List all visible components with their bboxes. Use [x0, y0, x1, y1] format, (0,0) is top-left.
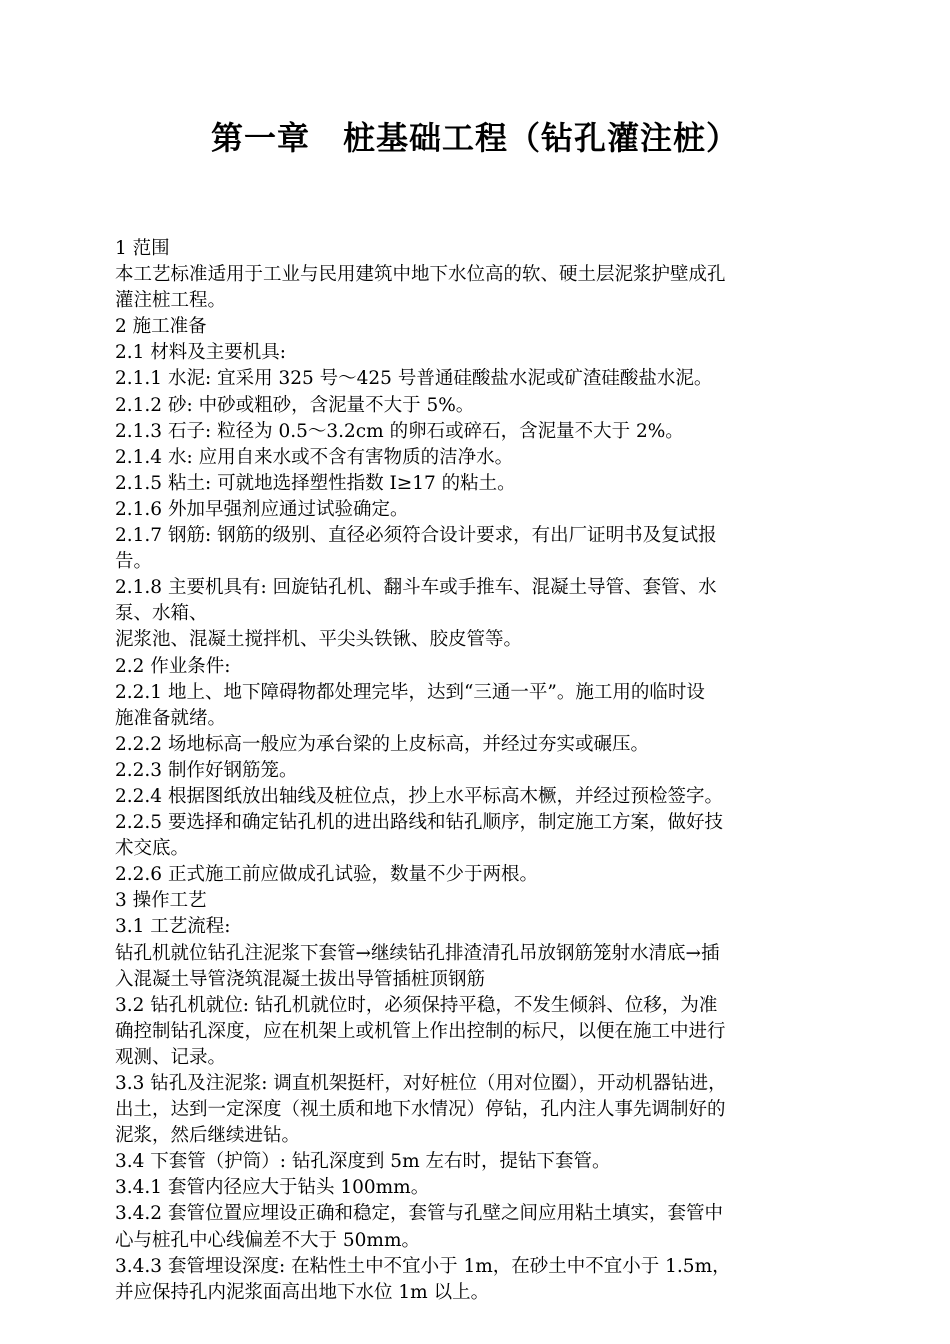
- text-line: 3.4 下套管（护筒）: 钻孔深度到 5m 左右时，提钻下套管。: [115, 1151, 611, 1173]
- text-line: 并应保持孔内泥浆面高出地下水位 1m 以上。: [115, 1281, 490, 1303]
- text-line: 3.4.2 套管位置应埋设正确和稳定，套管与孔壁之间应用粘土填实，套管中: [115, 1203, 723, 1225]
- chapter-title: 第一章 桩基础工程（钻孔灌注桩）: [210, 119, 739, 157]
- text-line: 3.3 钻孔及注泥浆: 调直机架挺杆，对好桩位（用对位圈），开动机器钻进，: [115, 1073, 727, 1094]
- text-line: 3.4.3 套管埋设深度: 在粘性土中不宜小于 1m，在砂土中不宜小于 1.5m，: [115, 1255, 731, 1277]
- text-line: 观测、记录。: [115, 1046, 227, 1068]
- text-line: 确控制钻孔深度，应在机架上或机管上作出控制的标尺，以便在施工中进行: [115, 1020, 726, 1042]
- text-line: 2.1.5 粘土: 可就地选择塑性指数 I≥17 的粘土。: [115, 472, 516, 494]
- text-line: 灌注桩工程。: [115, 290, 227, 312]
- document-body: [115, 236, 855, 1306]
- text-line: 2.2.4 根据图纸放出轴线及桩位点，抄上水平标高木橛，并经过预检签字。: [115, 785, 723, 807]
- text-line: 3.2 钻孔机就位: 钻孔机就位时，必须保持平稳，不发生倾斜、位移，为准: [115, 994, 718, 1016]
- text-line: 术交底。: [115, 838, 190, 860]
- text-line: 告。: [115, 551, 153, 573]
- text-line: 2.1.1 水泥: 宜采用 325 号～425 号普通硅酸盐水泥或矿渣硅酸盐水泥。: [115, 368, 713, 390]
- text-line: 2.2.1 地上、地下障碍物都处理完毕，达到“三通一平”。施工用的临时设: [115, 681, 705, 703]
- text-line: 2.1.8 主要机具有: 回旋钻孔机、翻斗车或手推车、混凝土导管、套管、水: [115, 577, 717, 599]
- text-line: 泵、水箱、: [115, 603, 208, 625]
- text-line: 3 操作工艺: [115, 890, 207, 912]
- text-line: 入混凝土导管浇筑混凝土拔出导管插桩顶钢筋: [115, 968, 486, 990]
- text-line: 心与桩孔中心线偏差不大于 50mm。: [115, 1229, 421, 1251]
- text-line: 3.4.1 套管内径应大于钻头 100mm。: [115, 1177, 430, 1199]
- text-line: 2.1.3 石子: 粒径为 0.5～3.2cm 的卵石或碎石，含泥量不大于 2%。: [115, 420, 684, 442]
- text-line: 2.1.2 砂: 中砂或粗砂，含泥量不大于 5%。: [115, 394, 475, 416]
- text-line: 1 范围: [115, 238, 170, 259]
- text-line: 2.2.6 正式施工前应做成孔试验，数量不少于两根。: [115, 864, 538, 886]
- text-line: 2.1.4 水: 应用自来水或不含有害物质的洁净水。: [115, 446, 514, 468]
- text-line: 本工艺标准适用于工业与民用建筑中地下水位高的软、硬土层泥浆护壁成孔: [115, 264, 726, 286]
- text-line: 钻孔机就位钻孔注泥浆下套管→继续钻孔排渣清孔吊放钢筋笼射水清底→插: [115, 942, 720, 964]
- text-line: 2.2.5 要选择和确定钻孔机的进出路线和钻孔顺序，制定施工方案，做好技: [115, 812, 723, 834]
- text-line: 2.1.7 钢筋: 钢筋的级别、直径必须符合设计要求，有出厂证明书及复试报: [115, 525, 717, 547]
- text-line: 2.2 作业条件:: [115, 655, 231, 677]
- text-line: 2 施工准备: [115, 316, 207, 338]
- text-line: 2.1 材料及主要机具:: [115, 342, 287, 364]
- text-line: 出土，达到一定深度（视土质和地下水情况）停钻，孔内注人事先调制好的: [115, 1099, 726, 1121]
- text-line: 泥浆池、混凝土搅拌机、平尖头铁锹、胶皮管等。: [115, 629, 523, 651]
- text-line: 2.2.3 制作好钢筋笼。: [115, 759, 298, 781]
- text-line: 施准备就绪。: [115, 707, 227, 729]
- text-line: 3.1 工艺流程:: [115, 916, 231, 938]
- text-line: 2.2.2 场地标高一般应为承台梁的上皮标高，并经过夯实或碾压。: [115, 733, 649, 755]
- text-line: 泥浆，然后继续进钻。: [115, 1125, 301, 1147]
- text-line: 2.1.6 外加早强剂应通过试验确定。: [115, 498, 409, 520]
